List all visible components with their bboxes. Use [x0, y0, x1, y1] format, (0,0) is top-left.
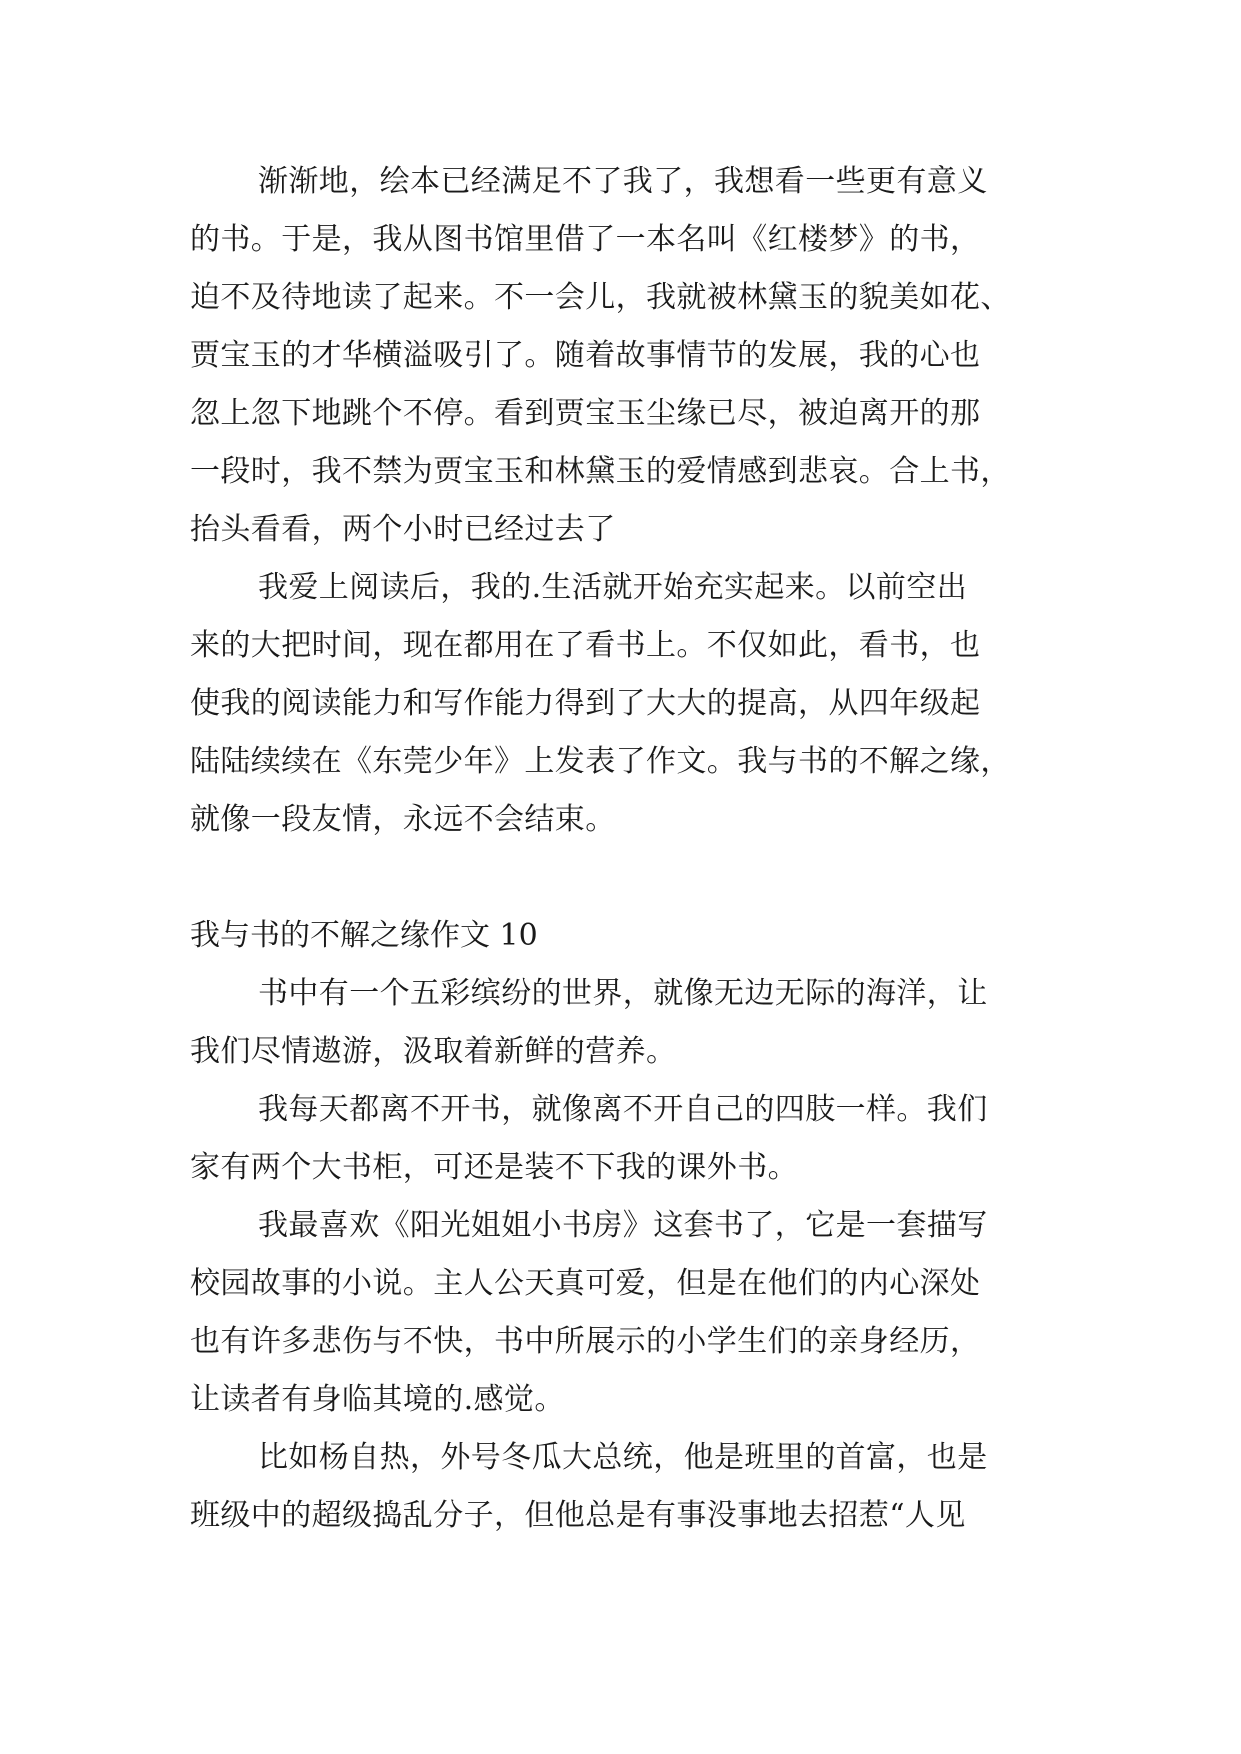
text-line: 我每天都离不开书，就像离不开自己的四肢一样。我们	[258, 1092, 988, 1127]
text-line: 我们尽情遨游，汲取着新鲜的营养。	[190, 1034, 677, 1069]
text-line: 也有许多悲伤与不快，书中所展示的小学生们的亲身经历，	[190, 1324, 981, 1359]
text-line: 我爱上阅读后，我的.生活就开始充实起来。以前空出	[258, 570, 968, 605]
text-line: 忽上忽下地跳个不停。看到贾宝玉尘缘已尽，被迫离开的那	[190, 396, 981, 431]
text-line: 抬头看看，两个小时已经过去了	[190, 512, 616, 547]
text-line: 的书。于是，我从图书馆里借了一本名叫《红楼梦》的书，	[190, 222, 981, 257]
text-line: 班级中的超级捣乱分子，但他总是有事没事地去招惹“人见	[190, 1498, 966, 1533]
text-line: 渐渐地，绘本已经满足不了我了，我想看一些更有意义	[258, 164, 988, 199]
text-line: 贾宝玉的才华横溢吸引了。随着故事情节的发展，我的心也	[190, 338, 981, 373]
text-line: 就像一段友情，永远不会结束。	[190, 802, 616, 837]
text-line: 家有两个大书柜，可还是装不下我的课外书。	[190, 1150, 798, 1185]
text-line: 陆陆续续在《东莞少年》上发表了作文。我与书的不解之缘，	[190, 744, 1011, 779]
text-line: 一段时，我不禁为贾宝玉和林黛玉的爱情感到悲哀。合上书，	[190, 454, 1011, 489]
text-line: 比如杨自热，外号冬瓜大总统，他是班里的首富，也是	[258, 1440, 988, 1475]
text-line: 书中有一个五彩缤纷的世界，就像无边无际的海洋，让	[258, 976, 988, 1011]
text-line: 让读者有身临其境的.感觉。	[190, 1382, 565, 1417]
section-heading: 我与书的不解之缘作文 10	[190, 918, 538, 953]
text-line: 使我的阅读能力和写作能力得到了大大的提高，从四年级起	[190, 686, 981, 721]
text-line: 我最喜欢《阳光姐姐小书房》这套书了，它是一套描写	[258, 1208, 988, 1243]
text-line: 校园故事的小说。主人公天真可爱，但是在他们的内心深处	[190, 1266, 981, 1301]
text-line: 来的大把时间，现在都用在了看书上。不仅如此，看书，也	[190, 628, 981, 663]
text-line: 迫不及待地读了起来。不一会儿，我就被林黛玉的貌美如花、	[190, 280, 1011, 315]
